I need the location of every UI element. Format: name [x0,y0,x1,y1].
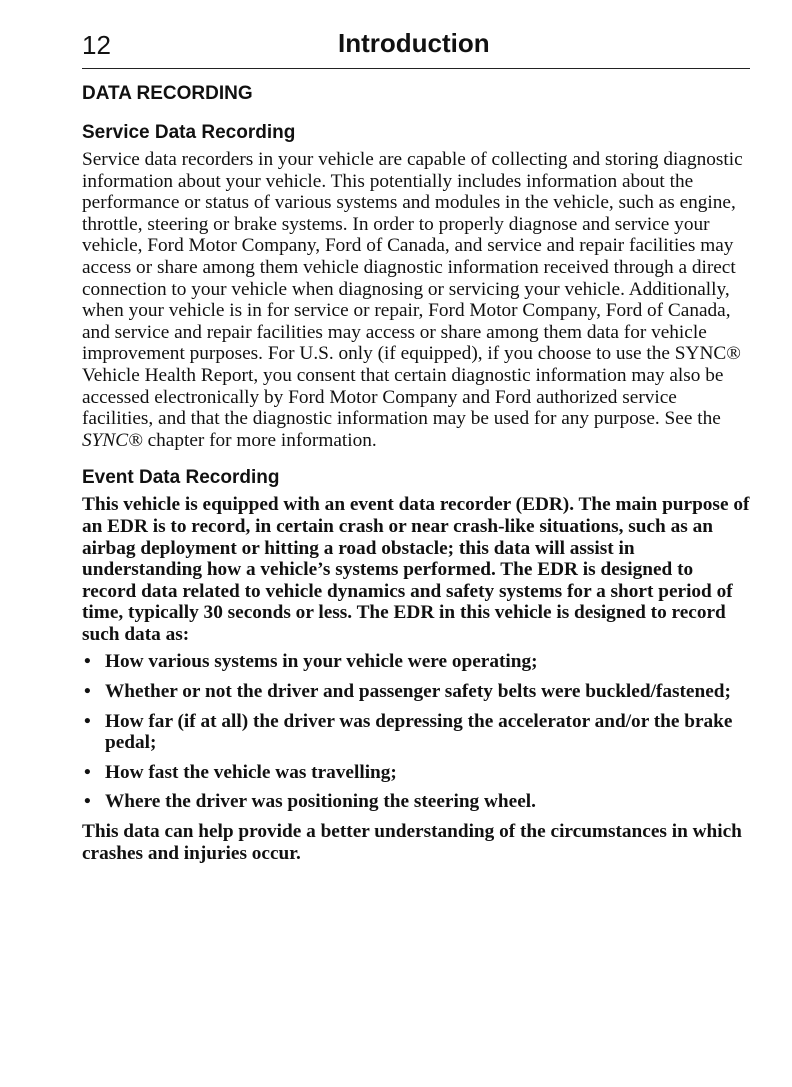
bullet-icon: • [84,791,91,813]
sync-chapter-reference: SYNC® [82,429,143,451]
list-item-text: How far (if at all) the driver was depressing the accelerator and/or the brake pedal; [105,710,733,754]
section-title: DATA RECORDING [82,83,253,104]
bullet-icon: • [84,710,91,732]
edr-data-list [82,651,750,813]
service-paragraph-end: chapter for more information. [147,429,377,451]
edr-closing-paragraph: This data can help provide a better understanding of the circumstances in which crashes and injuries occur. [82,821,742,864]
list-item-text: Whether or not the driver and passenger safety belts were buckled/fastened; [105,681,731,703]
list-item-text: How various systems in your vehicle were operating; [105,651,538,673]
service-paragraph-main: Service data recorders in your vehicle are capable of collecting and storing diagnostic information about your vehicle. This potentially includes information about the performance or status of various systems and modules in the vehicle, such as engine, throttle, steering or brake systems. In order to properly diagnose and service your vehicle, Ford Motor Company, Ford of Canada, and service and repair facilities may access or share among them vehicle diagnostic information received through a direct connection to your vehicle when diagnosing or servicing your vehicle. Additionally, when your vehicle is in for service or repair, Ford Motor Company, Ford of Canada, and service and repair facilities may access or share among them data for vehicle improvement purposes. For U.S. only (if equipped), if you choose to use the SYNC® Vehicle Health Report, you consent that certain diagnostic information may also be accessed electronically by Ford Motor Company and Ford authorized service facilities, and that the diagnostic information may be used for any purpose. See the [82,149,743,430]
event-data-heading: Event Data Recording [82,467,280,489]
list-item [82,711,750,754]
list-item-text: How fast the vehicle was travelling; [105,761,397,783]
manual-page [82,28,750,864]
bullet-icon: • [84,681,91,703]
list-item [82,762,750,784]
service-data-heading: Service Data Recording [82,122,296,143]
bullet-icon: • [84,761,91,783]
list-item [82,651,750,673]
list-item-text: Where the driver was positioning the steering wheel. [105,791,536,813]
page-number: 12 [82,30,111,60]
list-item [82,681,750,703]
service-data-paragraph [82,149,750,451]
page-header [82,28,750,69]
chapter-title: Introduction [338,28,490,58]
bullet-icon: • [84,651,91,673]
edr-intro-paragraph: This vehicle is equipped with an event data recorder (EDR). The main purpose of an EDR is to record, in certain crash or near crash-like situations, such as an airbag deployment or hitting a road obstacle; this data will assist in understanding how a vehicle’s systems performed. The EDR is designed to record data related to vehicle dynamics and safety systems for a short period of time, typically 30 seconds or less. The EDR in this vehicle is designed to record such data as: [82,494,750,645]
list-item [82,791,750,813]
